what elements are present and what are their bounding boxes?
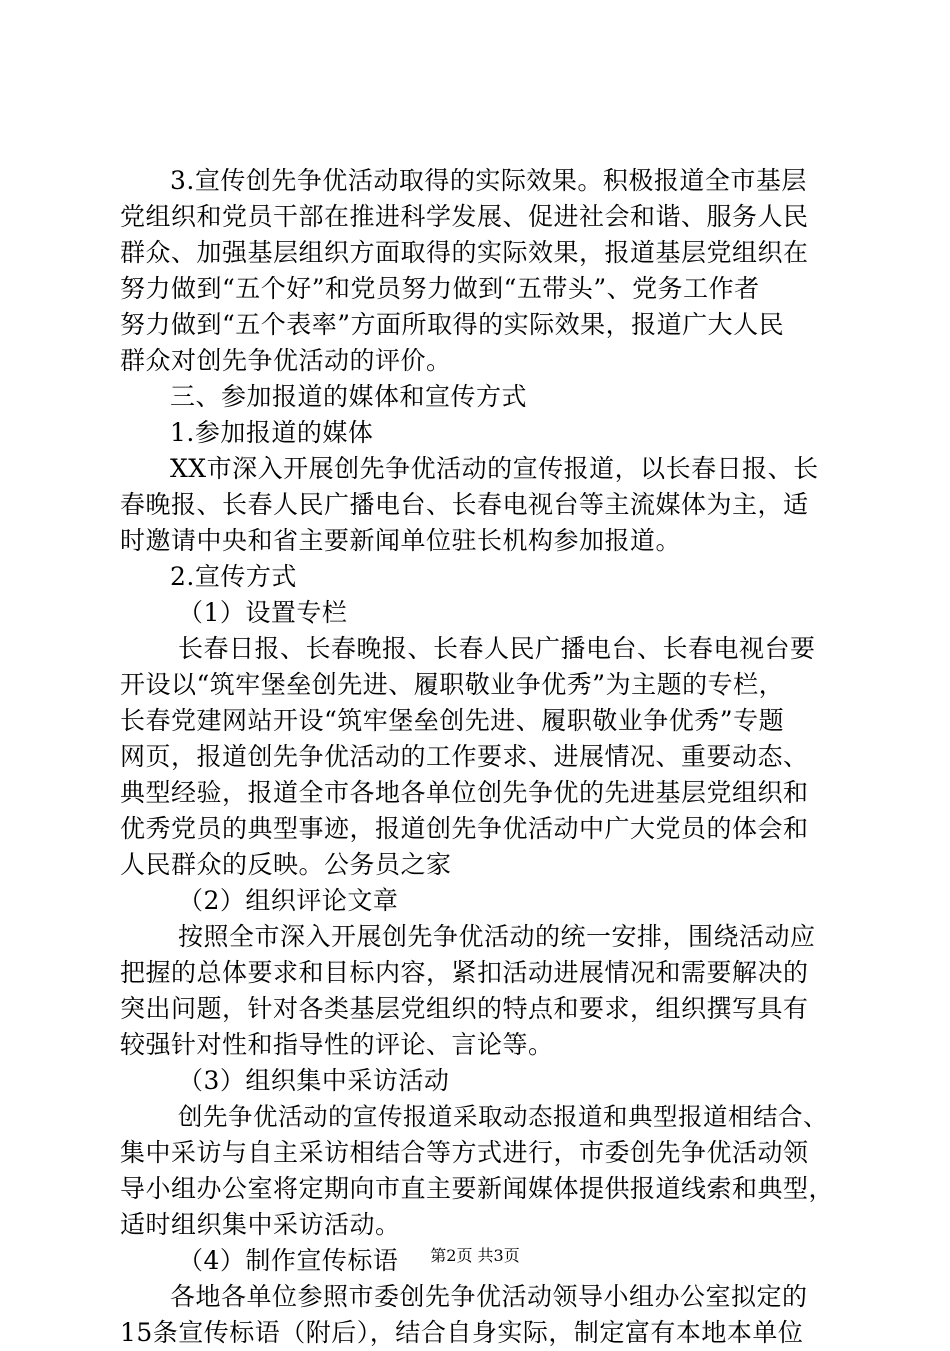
text-line: 把握的总体要求和目标内容，紧扣活动进展情况和需要解决的 xyxy=(120,958,809,987)
text-line: 长春党建网站开设“筑牢堡垒创先进、履职敬业争优秀”专题 xyxy=(120,706,785,735)
text-line: 各地各单位参照市委创先争优活动领导小组办公室拟定的 xyxy=(170,1282,808,1311)
item-heading: （3）组织集中采访活动 xyxy=(178,1066,450,1095)
text-line: 时邀请中央和省主要新闻单位驻长机构参加报道。 xyxy=(120,526,682,555)
section-heading: 三、参加报道的媒体和宣传方式 xyxy=(170,382,528,411)
text-line: 优秀党员的典型事迹，报道创先争优活动中广大党员的体会和 xyxy=(120,814,809,843)
text-line: 突出问题，针对各类基层党组织的特点和要求，组织撰写具有 xyxy=(120,994,809,1023)
text-line: 按照全市深入开展创先争优活动的统一安排，围绕活动应 xyxy=(178,922,816,951)
text-line: 典型经验，报道全市各地各单位创先争优的先进基层党组织和 xyxy=(120,778,809,807)
text-line: 努力做到“五个表率”方面所取得的实际效果，报道广大人民 xyxy=(120,310,785,339)
text-line: 开设以“筑牢堡垒创先进、履职敬业争优秀”为主题的专栏， xyxy=(120,670,785,699)
text-line: 集中采访与自主采访相结合等方式进行，市委创先争优活动领 xyxy=(120,1138,809,1167)
text-line: 人民群众的反映。公务员之家 xyxy=(120,850,452,879)
text-line: 长春日报、长春晚报、长春人民广播电台、长春电视台要 xyxy=(178,634,816,663)
text-line: 努力做到“五个好”和党员努力做到“五带头”、党务工作者 xyxy=(120,274,760,303)
text-line: 群众、加强基层组织方面取得的实际效果，报道基层党组织在 xyxy=(120,238,809,267)
subsection-heading: 2.宣传方式 xyxy=(170,562,297,591)
text-line: 15条宣传标语（附后），结合自身实际，制定富有本地本单位 xyxy=(120,1318,804,1347)
item-heading: （2）组织评论文章 xyxy=(178,886,399,915)
item-heading: （4）制作宣传标语 xyxy=(178,1246,399,1275)
text-line: 导小组办公室将定期向市直主要新闻媒体提供报道线索和典型， xyxy=(120,1174,835,1203)
text-line: 党组织和党员干部在推进科学发展、促进社会和谐、服务人民 xyxy=(120,202,809,231)
page-number-footer: 第2页 共3页 xyxy=(430,1246,520,1265)
text-line: 较强针对性和指导性的评论、言论等。 xyxy=(120,1030,554,1059)
text-line: 网页，报道创先争优活动的工作要求、进展情况、重要动态、 xyxy=(120,742,809,771)
text-line: 春晚报、长春人民广播电台、长春电视台等主流媒体为主，适 xyxy=(120,490,809,519)
text-line: 适时组织集中采访活动。 xyxy=(120,1210,401,1239)
text-line: 3.宣传创先争优活动取得的实际效果。积极报道全市基层 xyxy=(170,166,807,195)
item-heading: （1）设置专栏 xyxy=(178,598,348,627)
text-line: XX市深入开展创先争优活动的宣传报道，以长春日报、长 xyxy=(170,454,819,483)
text-line: 群众对创先争优活动的评价。 xyxy=(120,346,452,375)
text-line: 创先争优活动的宣传报道采取动态报道和典型报道相结合、 xyxy=(178,1102,828,1131)
document-body xyxy=(120,163,840,1351)
subsection-heading: 1.参加报道的媒体 xyxy=(170,418,374,447)
